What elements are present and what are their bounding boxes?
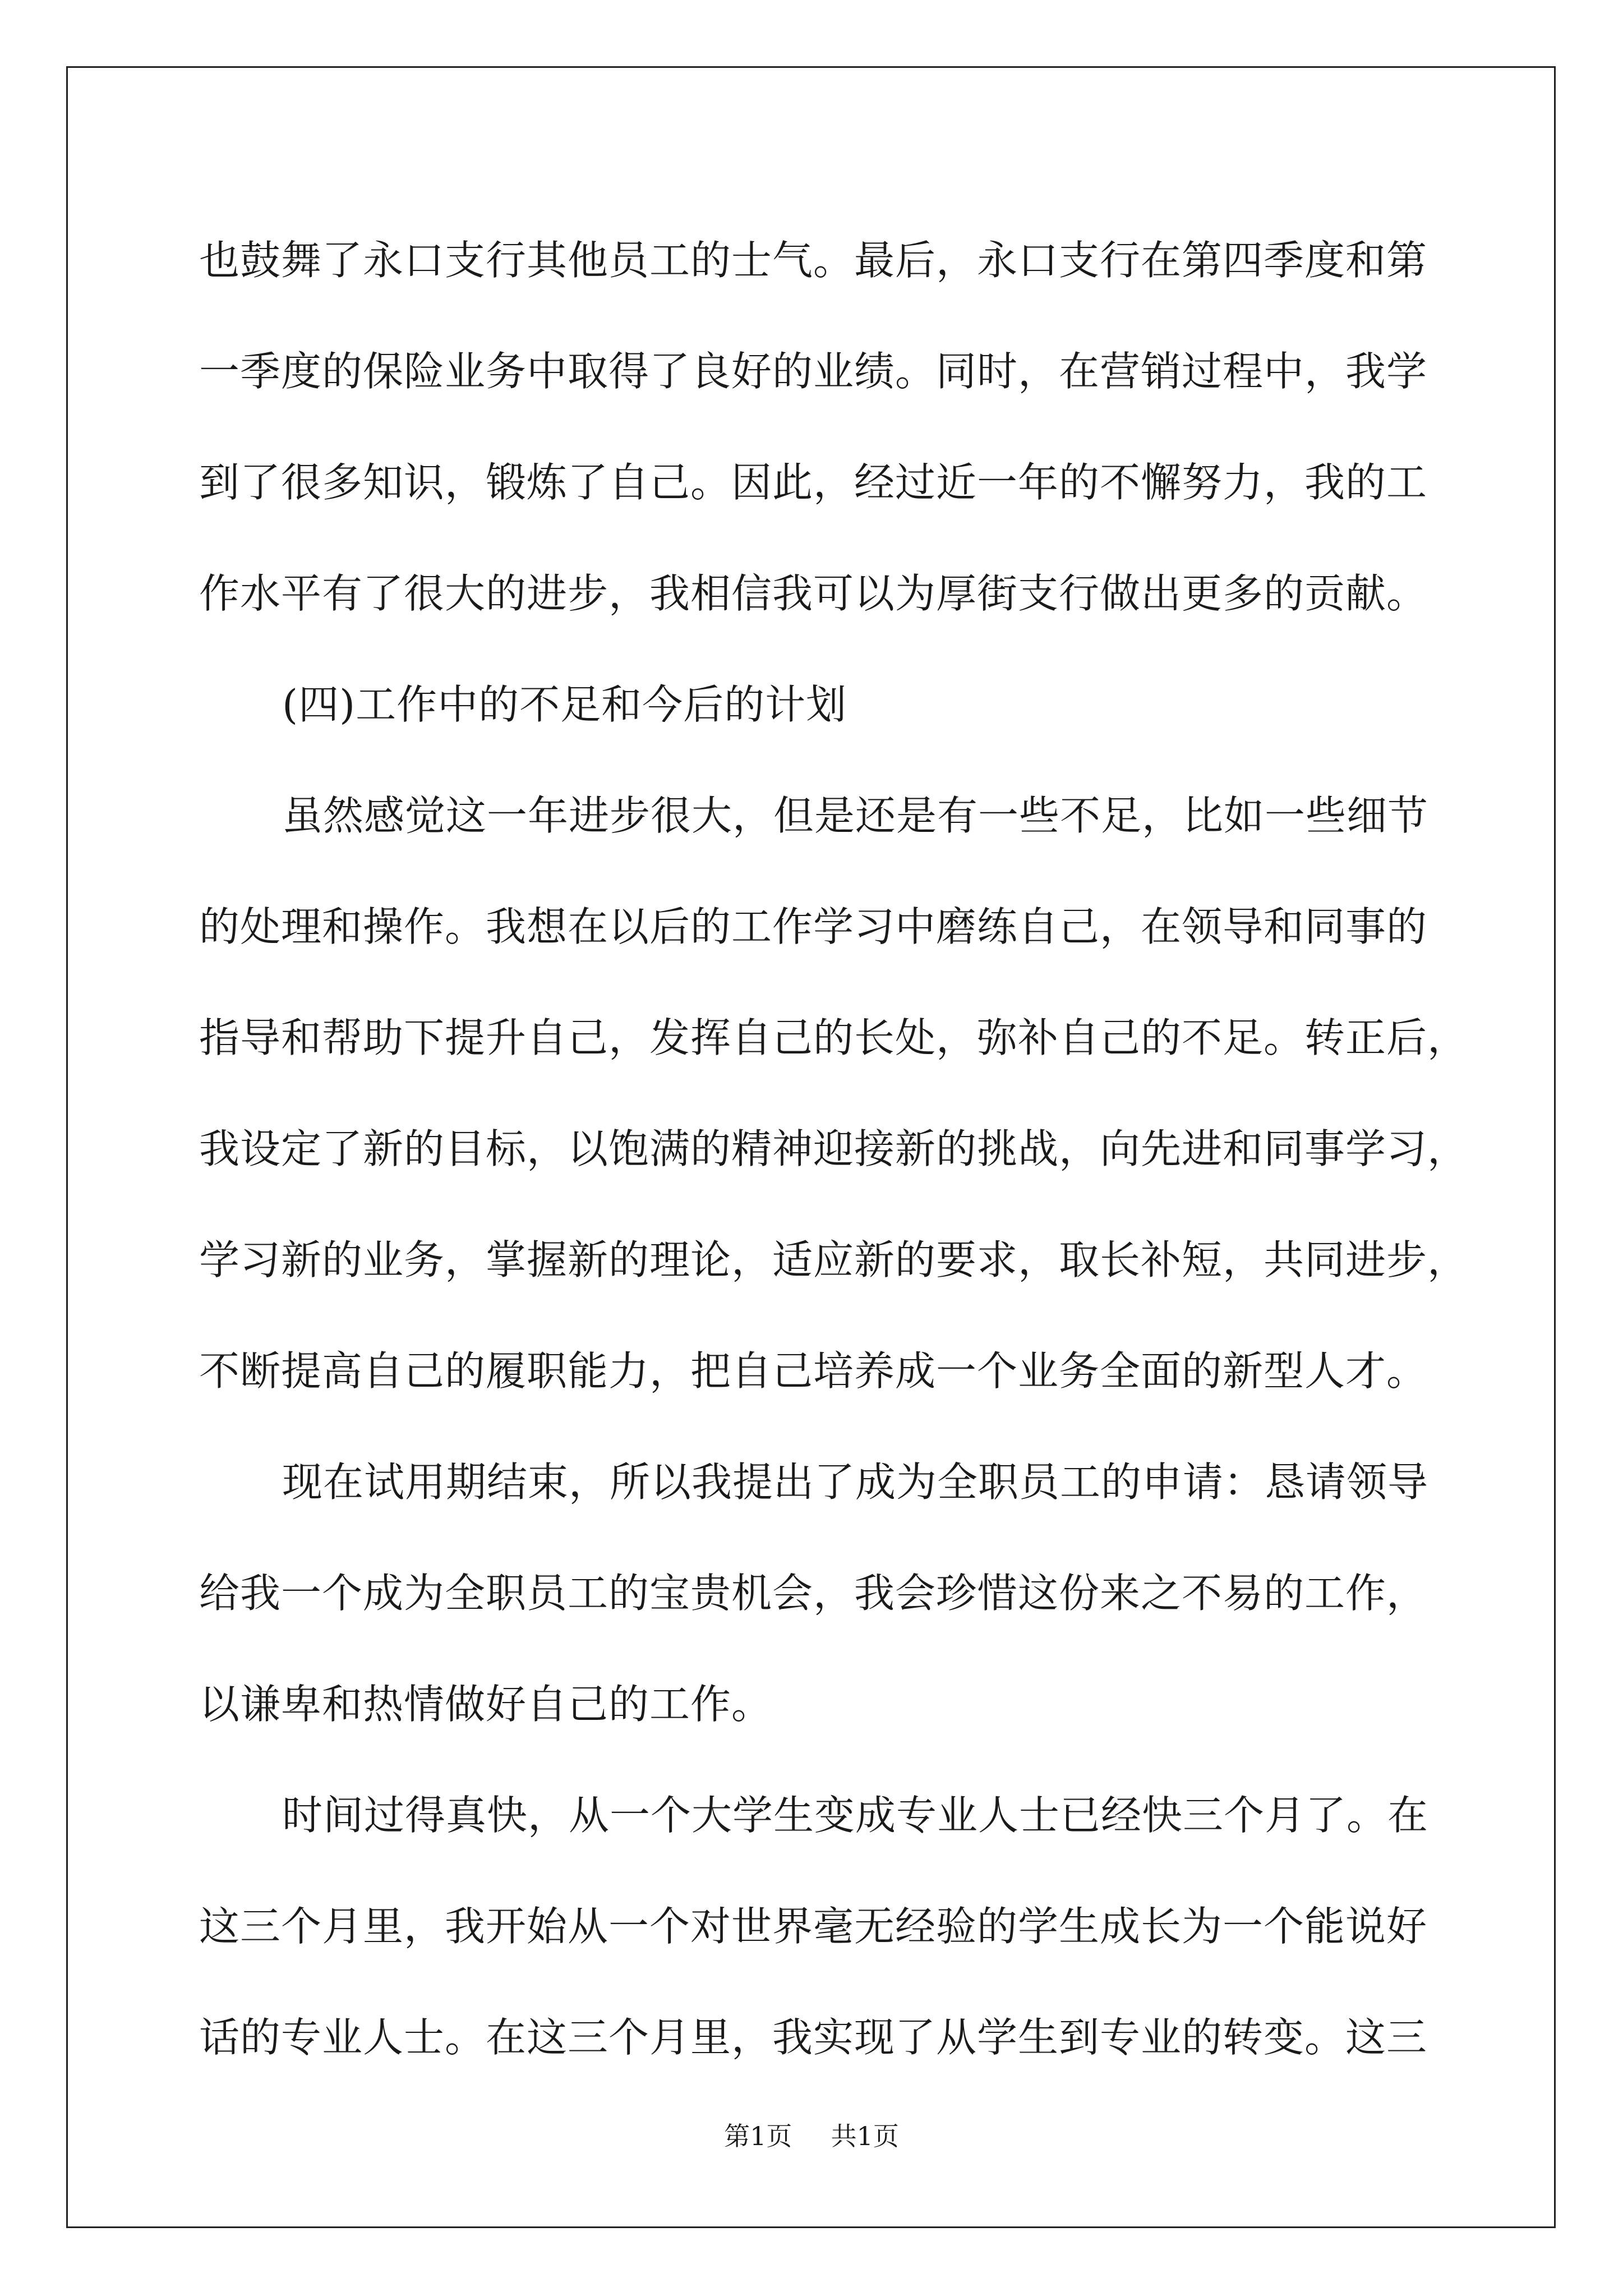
page-footer <box>0 2119 1623 2153</box>
body-line: 时间过得真快，从一个大学生变成专业人士已经快三个月了。在 <box>282 1792 1429 1839</box>
body-line: 话的专业人士。在这三个月里，我实现了从学生到专业的转变。这三 <box>199 2014 1428 2061</box>
body-line: 这三个月里，我开始从一个对世界毫无经验的学生成长为一个能说好 <box>199 1903 1428 1950</box>
body-line: 我设定了新的目标，以饱满的精神迎接新的挑战，向先进和同事学习， <box>199 1125 1469 1172</box>
document-body <box>199 205 1469 2093</box>
body-line: 学习新的业务，掌握新的理论，适应新的要求，取长补短，共同进步， <box>199 1236 1469 1283</box>
body-line: 以谦卑和热情做好自己的工作。 <box>199 1681 773 1728</box>
body-line: 指导和帮助下提升自己，发挥自己的长处，弥补自己的不足。转正后， <box>199 1014 1469 1061</box>
body-line: 也鼓舞了永口支行其他员工的士气。最后，永口支行在第四季度和第 <box>199 237 1428 284</box>
page-number: 第1页 <box>724 2121 792 2151</box>
body-line: 给我一个成为全职员工的宝贵机会，我会珍惜这份来之不易的工作， <box>199 1570 1428 1617</box>
body-line: 到了很多知识，锻炼了自己。因此，经过近一年的不懈努力，我的工 <box>199 459 1428 506</box>
page-total: 共1页 <box>831 2121 899 2151</box>
body-line: 的处理和操作。我想在以后的工作学习中磨练自己，在领导和同事的 <box>199 903 1428 950</box>
body-line: 不断提高自己的履职能力，把自己培养成一个业务全面的新型人才。 <box>199 1347 1428 1395</box>
body-line: 现在试用期结束，所以我提出了成为全职员工的申请：恳请领导 <box>282 1458 1429 1506</box>
body-line: 虽然感觉这一年进步很大，但是还是有一些不足，比如一些细节 <box>282 792 1429 839</box>
section-heading: (四)工作中的不足和今后的计划 <box>282 681 847 728</box>
body-line: 一季度的保险业务中取得了良好的业绩。同时，在营销过程中，我学 <box>199 348 1428 395</box>
body-line: 作水平有了很大的进步，我相信我可以为厚街支行做出更多的贡献。 <box>199 570 1428 617</box>
